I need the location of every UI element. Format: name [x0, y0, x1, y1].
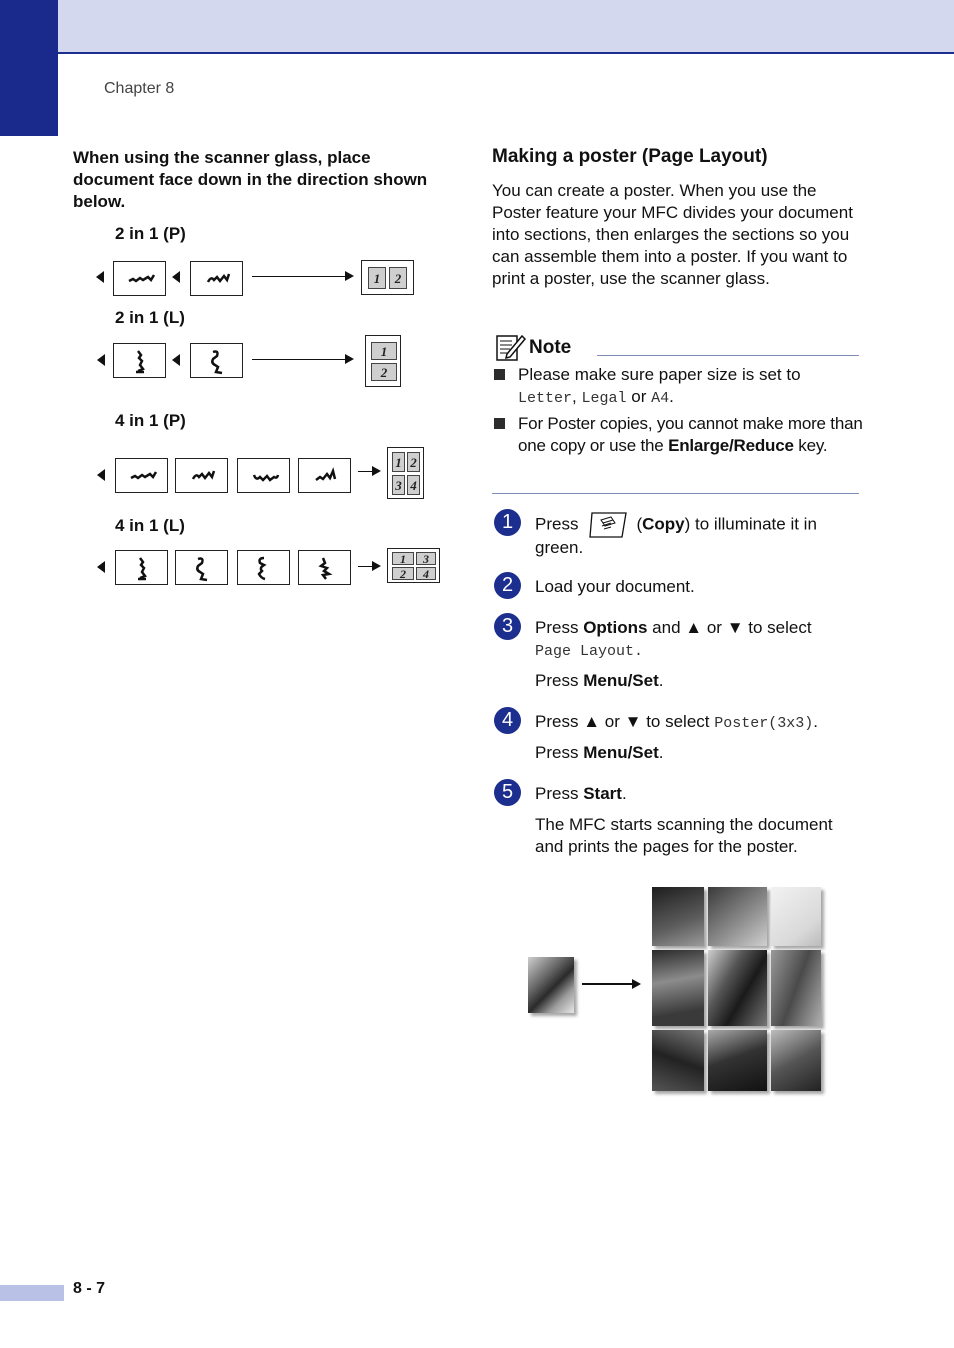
page-number: 8 - 7 [73, 1280, 106, 1297]
step-2-text: Load your document. [535, 577, 695, 596]
output-cell: 1 [392, 552, 414, 565]
document-thumbnail [298, 550, 351, 585]
note-divider [492, 493, 859, 494]
output-page [387, 548, 440, 583]
layout-label-2in1p: 2 in 1 (P) [115, 224, 186, 243]
up-arrow-icon: ▲ [583, 712, 601, 731]
output-cell: 1 [392, 452, 405, 472]
feed-direction-icon [172, 271, 180, 283]
chapter-tab [0, 0, 58, 136]
step-number: 3 [494, 613, 521, 640]
chapter-label: Chapter 8 [104, 80, 175, 97]
step-5-description: The MFC starts scanning the document and prints the pages for the poster. [535, 815, 833, 856]
arrow-line [252, 359, 346, 360]
bullet-icon [494, 369, 505, 380]
note-item-poster-copies: For Poster copies, you cannot make more than one copy or use the Enlarge/Reduce key. [518, 414, 863, 455]
arrow-line [252, 276, 346, 277]
document-thumbnail [237, 458, 290, 493]
document-thumbnail [175, 458, 228, 493]
step-4-confirm: Press Menu/Set. [535, 743, 664, 762]
note-item-paper-size: Please make sure paper size is set to Letter, Legal or A4. [518, 365, 801, 407]
output-cell: 3 [392, 475, 405, 495]
footer-bar [0, 1285, 64, 1301]
handshake-photo-original [528, 957, 574, 1013]
arrow-icon [345, 354, 354, 364]
output-cell: 4 [407, 475, 420, 495]
down-arrow-icon: ▼ [624, 712, 642, 731]
poster-tile [652, 950, 704, 1026]
output-cell: 4 [416, 567, 436, 580]
poster-intro: You can create a poster. When you use the Poster feature your MFC divides your document into sections, then enlarges the sections so you can assemble them into a poster. If you want to print a poster, use the scanner glass. [492, 181, 853, 288]
feed-direction-icon [97, 561, 105, 573]
poster-tile [771, 950, 821, 1026]
arrow-icon [632, 979, 641, 989]
arrow-line [358, 566, 373, 567]
document-thumbnail [113, 261, 166, 296]
document-thumbnail [237, 550, 290, 585]
document-thumbnail [190, 343, 243, 378]
up-arrow-icon: ▲ [685, 618, 703, 637]
step-3-confirm: Press Menu/Set. [535, 671, 664, 690]
document-thumbnail [175, 550, 228, 585]
feed-direction-icon [97, 469, 105, 481]
step-number: 4 [494, 707, 521, 734]
document-thumbnail [115, 550, 168, 585]
output-cell: 2 [371, 363, 397, 381]
feed-direction-icon [96, 271, 104, 283]
output-cell: 1 [368, 267, 386, 289]
arrow-icon [372, 466, 381, 476]
note-divider [597, 355, 859, 356]
step-5-text: Press Start. [535, 784, 627, 803]
poster-tile [652, 1030, 704, 1091]
poster-tile [708, 950, 767, 1026]
header-band [58, 0, 954, 54]
output-page [365, 335, 401, 387]
output-cell: 2 [407, 452, 420, 472]
down-arrow-icon: ▼ [726, 618, 744, 637]
arrow-line [358, 471, 373, 472]
poster-tile [708, 887, 767, 946]
layout-label-2in1l: 2 in 1 (L) [115, 308, 185, 327]
scanner-glass-instruction: When using the scanner glass, place document face down in the direction shown below. [73, 148, 428, 211]
output-cell: 2 [392, 567, 414, 580]
poster-tile [652, 887, 704, 946]
poster-tile [771, 1030, 821, 1091]
note-title: Note [529, 337, 572, 358]
arrow-icon [345, 271, 354, 281]
layout-label-4in1l: 4 in 1 (L) [115, 516, 185, 535]
document-thumbnail [113, 343, 166, 378]
step-1-text: Press (Copy) to illuminate it in green. [535, 513, 865, 559]
copy-key-icon [588, 511, 626, 535]
document-thumbnail [115, 458, 168, 493]
bullet-icon [494, 418, 505, 429]
poster-tile [771, 887, 821, 946]
arrow-icon [372, 561, 381, 571]
step-4-text: Press ▲ or ▼ to select Poster(3x3). [535, 712, 818, 732]
document-thumbnail [298, 458, 351, 493]
output-page [387, 447, 424, 499]
note-pencil-icon [495, 332, 527, 367]
step-3-text: Press Options and ▲ or ▼ to select Page Layout. [535, 618, 812, 660]
arrow-line [582, 983, 634, 985]
step-number: 1 [494, 509, 521, 536]
output-cell: 2 [389, 267, 407, 289]
feed-direction-icon [97, 354, 105, 366]
output-cell: 3 [416, 552, 436, 565]
step-number: 2 [494, 572, 521, 599]
poster-tile [708, 1030, 767, 1091]
document-thumbnail [190, 261, 243, 296]
layout-label-4in1p: 4 in 1 (P) [115, 411, 186, 430]
output-page [361, 260, 414, 295]
section-title: Making a poster (Page Layout) [492, 146, 768, 167]
output-cell: 1 [371, 342, 397, 360]
step-number: 5 [494, 779, 521, 806]
feed-direction-icon [172, 354, 180, 366]
